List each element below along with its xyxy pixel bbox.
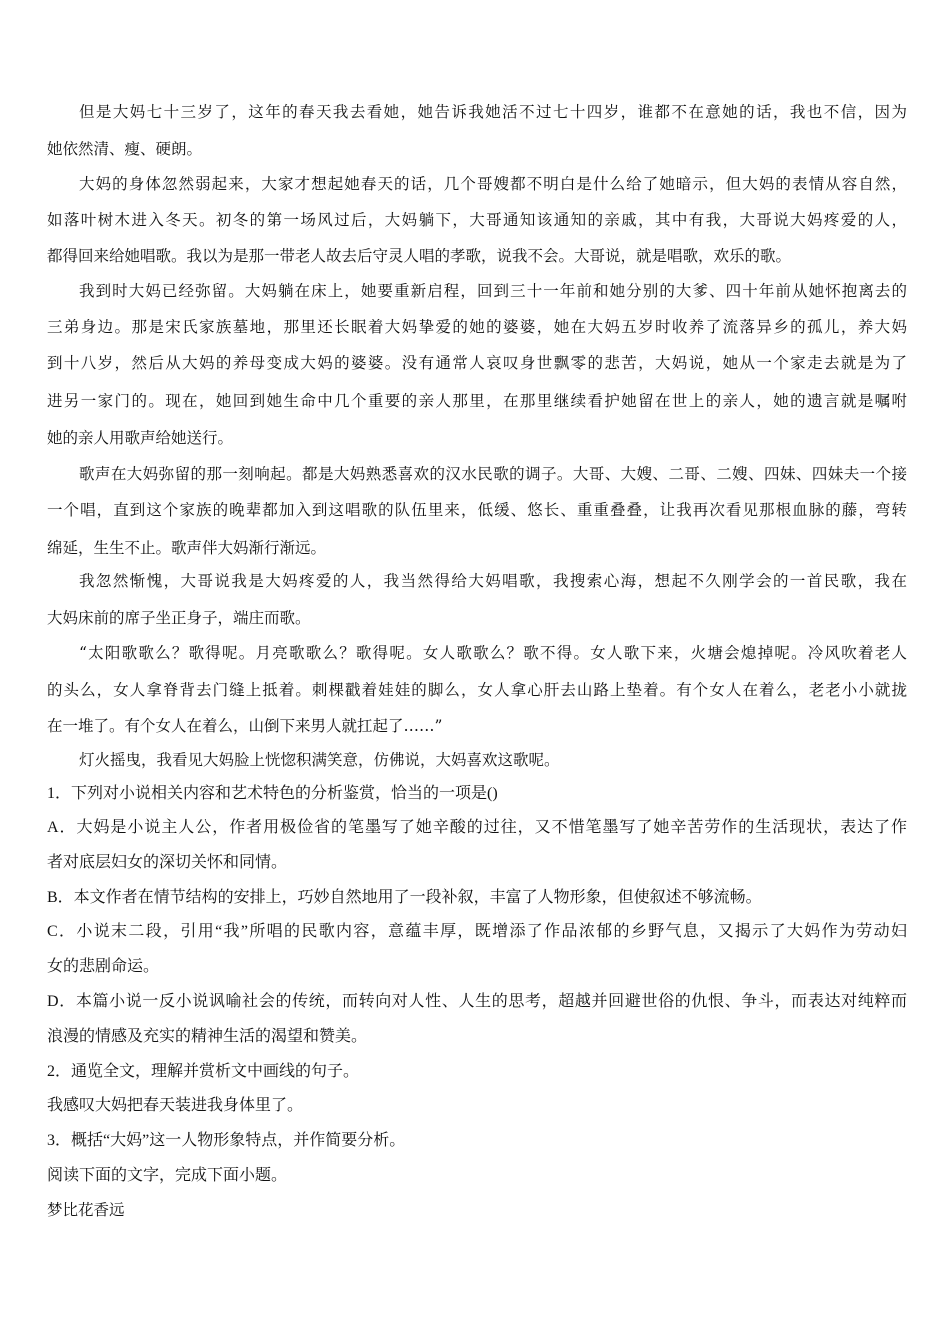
story-line: 到十八岁，然后从大妈的养母变成大妈的婆婆。没有通常人哀叹身世飘零的悲苦，大妈说，她从一个家走去就是为了 bbox=[47, 354, 907, 372]
story-line: 但是大妈七十三岁了，这年的春天我去看她，她告诉我她活不过七十四岁，谁都不在意她的话，我也不信，因为 bbox=[79, 103, 907, 121]
question-1-option-c: C．小说末二段，引用“我”所唱的民歌内容，意蕴丰厚，既增添了作品浓郁的乡野气息，又揭示了大妈作为劳动妇 bbox=[47, 923, 907, 940]
question-1-option-d-cont: 浪漫的情感及充实的精神生活的渴望和赞美。 bbox=[47, 1028, 368, 1045]
story-line: 歌声在大妈弥留的那一刻响起。都是大妈熟悉喜欢的汉水民歌的调子。大哥、大嫂、二哥、二嫂、四妹、四妹夫一个接 bbox=[79, 465, 907, 483]
story-line: 我到时大妈已经弥留。大妈躺在床上，她要重新启程，回到三十一年前和她分别的大爹、四十年前从她怀抱离去的 bbox=[79, 282, 907, 300]
story-line: 在一堆了。有个女人在着么，山倒下来男人就扛起了……” bbox=[47, 717, 443, 735]
story-line: 她依然清、瘦、硬朗。 bbox=[47, 140, 203, 158]
question-2-stem: 2．通览全文，理解并赏析文中画线的句子。 bbox=[47, 1063, 360, 1080]
story-line: “太阳歌歌么？歌得呢。月亮歌歌么？歌得呢。女人歌歌么？歌不得。女人歌下来，火塘会熄掉呢。冷风吹着老人 bbox=[79, 644, 907, 662]
story-line: 进另一家门的。现在，她回到她生命中几个重要的亲人那里，在那里继续看护她留在世上的亲人，她的遗言就是嘱咐 bbox=[47, 392, 907, 410]
story-line: 一个唱，直到这个家族的晚辈都加入到这唱歌的队伍里来，低缓、悠长、重重叠叠，让我再次看见那根血脉的藤，弯转 bbox=[47, 501, 907, 519]
question-1-option-a-cont: 者对底层妇女的深切关怀和同情。 bbox=[47, 854, 288, 871]
story-line: 如落叶树木进入冬天。初冬的第一场风过后，大妈躺下，大哥通知该通知的亲戚，其中有我，大哥说大妈疼爱的人， bbox=[47, 211, 907, 229]
story-line: 大妈的身体忽然弱起来，大家才想起她春天的话，几个哥嫂都不明白是什么给了她暗示，但大妈的表情从容自然， bbox=[79, 175, 907, 193]
question-1-stem: 1．下列对小说相关内容和艺术特色的分析鉴赏，恰当的一项是() bbox=[47, 785, 498, 802]
story-line: 大妈床前的席子坐正身子，端庄而歌。 bbox=[47, 609, 311, 627]
next-passage-title: 梦比花香远 bbox=[47, 1201, 125, 1219]
question-1-option-b: B．本文作者在情节结构的安排上，巧妙自然地用了一段补叙，丰富了人物形象，但使叙述不够流畅。 bbox=[47, 889, 762, 906]
story-line: 灯火摇曳，我看见大妈脸上恍惚积满笑意，仿佛说，大妈喜欢这歌呢。 bbox=[79, 751, 560, 769]
story-line: 绵延，生生不止。歌声伴大妈渐行渐远。 bbox=[47, 539, 327, 557]
reading-instruction: 阅读下面的文字，完成下面小题。 bbox=[47, 1167, 288, 1184]
story-line: 都得回来给她唱歌。我以为是那一带老人故去后守灵人唱的孝歌，说我不会。大哥说，就是唱歌，欢乐的歌。 bbox=[47, 247, 792, 265]
question-1-option-d: D．本篇小说一反小说讽喻社会的传统，而转向对人性、人生的思考，超越并回避世俗的仇恨、争斗，而表达对纯粹而 bbox=[47, 993, 907, 1010]
question-1-option-c-cont: 女的悲剧命运。 bbox=[47, 958, 160, 975]
story-line: 她的亲人用歌声给她送行。 bbox=[47, 429, 234, 447]
story-line: 三弟身边。那是宋氏家族墓地，那里还长眠着大妈挚爱的她的婆婆，她在大妈五岁时收养了流落异乡的孤儿，养大妈 bbox=[47, 318, 907, 336]
question-3-stem: 3．概括“大妈”这一人物形象特点，并作简要分析。 bbox=[47, 1132, 406, 1149]
question-1-option-a: A．大妈是小说主人公，作者用极俭省的笔墨写了她辛酸的过往，又不惜笔墨写了她辛苦劳作的生活现状，表达了作 bbox=[47, 819, 907, 836]
question-2-quoted-sentence: 我感叹大妈把春天装进我身体里了。 bbox=[47, 1097, 304, 1114]
story-line: 的头么，女人拿脊背去门缝上抵着。刺棵戳着娃娃的脚么，女人拿心肝去山路上垫着。有个女人在着么，老老小小就拢 bbox=[47, 681, 907, 699]
story-line: 我忽然惭愧，大哥说我是大妈疼爱的人，我当然得给大妈唱歌，我搜索心海，想起不久刚学会的一首民歌，我在 bbox=[79, 572, 907, 590]
